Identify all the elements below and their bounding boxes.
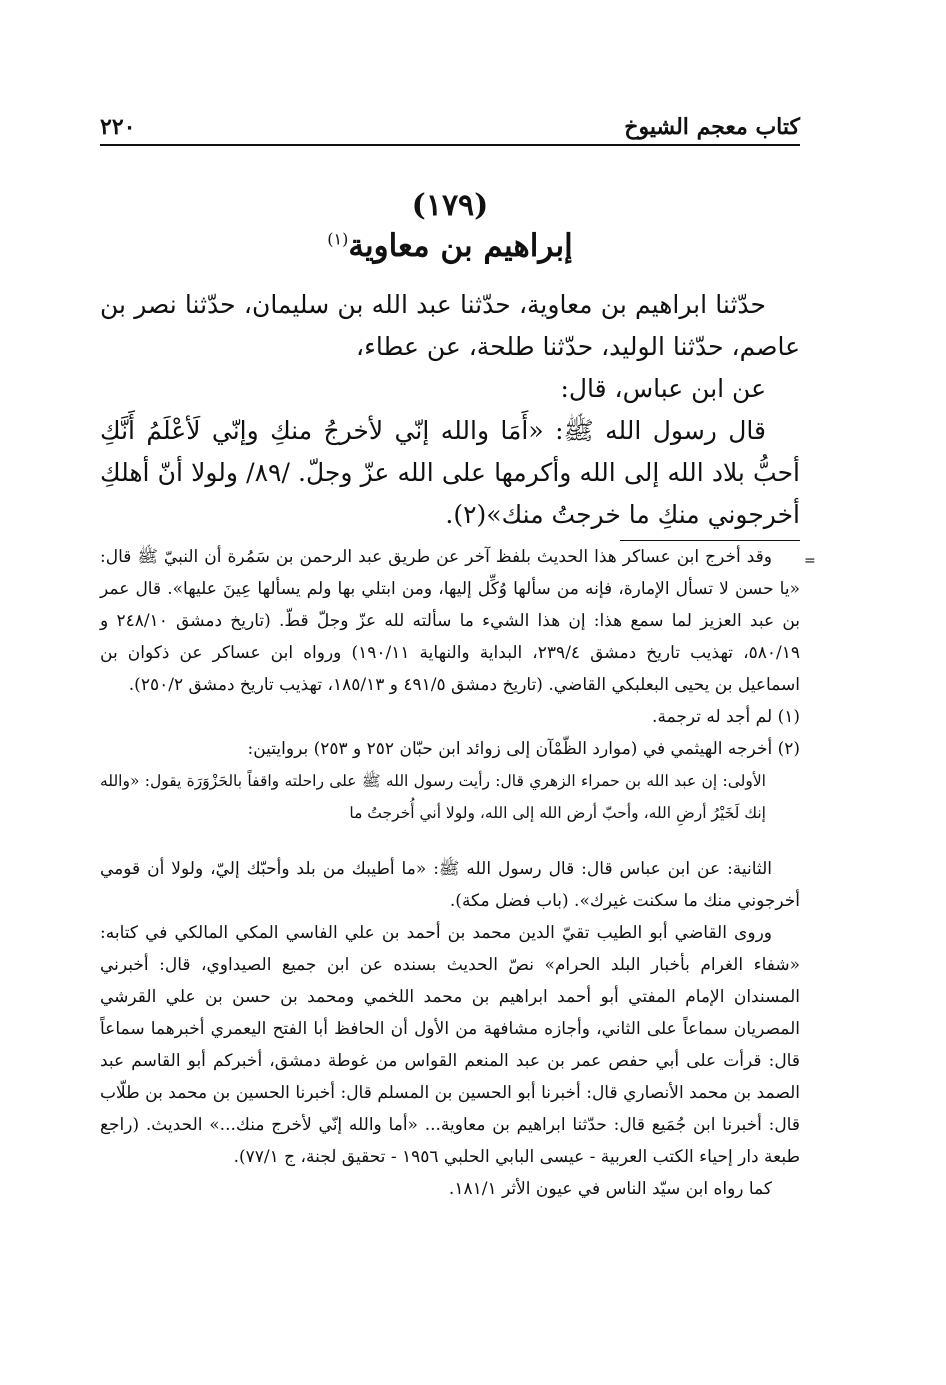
hadith-body — [100, 284, 800, 536]
note-reference: (١) — [327, 229, 349, 249]
book-title: كتاب معجم الشيوخ — [624, 114, 800, 140]
entry-name: إبراهيم بن معاوية — [348, 228, 573, 264]
last-note: كما رواه ابن سيّد الناس في عيون الأثر ١٨١/١. — [448, 1179, 772, 1199]
entry-number: (١٧٩) — [411, 188, 489, 223]
fasi-note: وروى القاضي أبو الطيب تقيّ الدين محمد بن أحمد بن علي الفاسي المكي المالكي في كتابه: «شفاء الغرام بأخبار البلد الحرام» نصّ الحديث بسنده عن ابن جميع الصيداوي، قال: أخبرني المسندان الإمام المفتي أبو أحمد ابراهيم بن محمد اللخمي ومحمد بن حسن بن علي القرشي المصريان سماعاً على الثاني، وأجازه مشافهة من الأول أن الحافظ أبا الفتح اليعمري أخبرهما سماعاً قال: قرأت على أبي حفص عمر بن عبد المنعم القواس من غوطة دمشق، أخبركم أبو القاسم عبد الصمد بن محمد الأنصاري قال: أخبرنا أبو الحسين بن المسلم قال: أخبرنا الحسين بن محمد بن طلّاب قال: أخبرنا ابن جُمَيع قال: حدّثنا ابراهيم بن معاوية... «أما والله إنّي لأخرج منك...» الحديث. (راجع طبعة دار إحياء الكتب العربية - عيسى البابي الحلبي ١٩٥٦ - تحقيق لجنة، ج ٧٧/١). — [100, 923, 800, 1167]
spacer — [100, 829, 800, 853]
footnote-continuation: وقد أخرج ابن عساكر هذا الحديث بلفظ آخر عن طريق عبد الرحمن بن سَمُرة أن النبيّ ﷺ قال: «يا حسن لا تسأل الإمارة، فإنه من سألها وُكِّل إليها، ومن ابتلي بها ولم يسألها عِينَ عليها». قال عمر بن عبد العزيز لما سمع هذا: إن هذا الشيء ما سألته لله عزّ وجلّ قطّ. (تاريخ دمشق ٢٤٨/١٠ و ٥٨٠/١٩، تهذيب تاريخ دمشق ٢٣٩/٤، البداية والنهاية ١٩٠/١١) ورواه ابن عساكر عن ذكوان بن اسماعيل بن يحيى البعلبكي القاضي. (تاريخ دمشق ٤٩١/٥ و ١٨٥/١٣، تهذيب تاريخ دمشق ٢٥٠/٢). — [100, 547, 800, 695]
matn-paragraph: قال رسول الله ﷺ: «أَمَا والله إنّي لأخرجُ منكِ وإنّي لَأعْلَمُ أَنَّكِ أحبُّ بلاد الله إلى الله وأكرمها على الله عزّ وجلّ. /٨٩/ ولولا أنّ أهلكِ أخرجوني منكِ ما خرجتُ منك»(٢). — [100, 416, 801, 529]
footnote-1: (١) لم أجد له ترجمة. — [652, 707, 800, 727]
footnotes — [100, 541, 800, 1205]
narrator-line: عن ابن عباس، قال: — [560, 374, 766, 403]
running-header — [100, 100, 800, 140]
continuation-mark: = — [804, 553, 816, 569]
isnad-paragraph: حدّثنا ابراهيم بن معاوية، حدّثنا عبد الله بن سليمان، حدّثنا نصر بن عاصم، حدّثنا الوليد، حدّثنا طلحة، عن عطاء، — [100, 290, 800, 361]
entry-title — [100, 228, 800, 264]
second-riwaya: الثانية: عن ابن عباس قال: قال رسول الله ﷺ: «ما أطيبك من بلد وأحبّك إليّ، ولولا أن قومي أخرجوني منك ما سكنت غيرك». (باب فضل مكة). — [100, 859, 800, 911]
page-number: ٢٢٠ — [100, 114, 136, 140]
footnote-2: (٢) أخرجه الهيثمي في (موارد الظّمْآن إلى زوائد ابن حبّان ٢٥٢ و ٢٥٣) بروايتين: — [247, 739, 800, 759]
header-rule — [100, 144, 800, 146]
first-riwaya: الأولى: إن عبد الله بن حمراء الزهري قال: رأيت رسول الله ﷺ على راحلته واقفاً بالحَزْوَرَة يقول: «والله إنك لَخَيْرُ أرضِ الله، وأحبّ أرض الله إلى الله، ولولا أني أُخرجتُ ما — [100, 772, 766, 822]
